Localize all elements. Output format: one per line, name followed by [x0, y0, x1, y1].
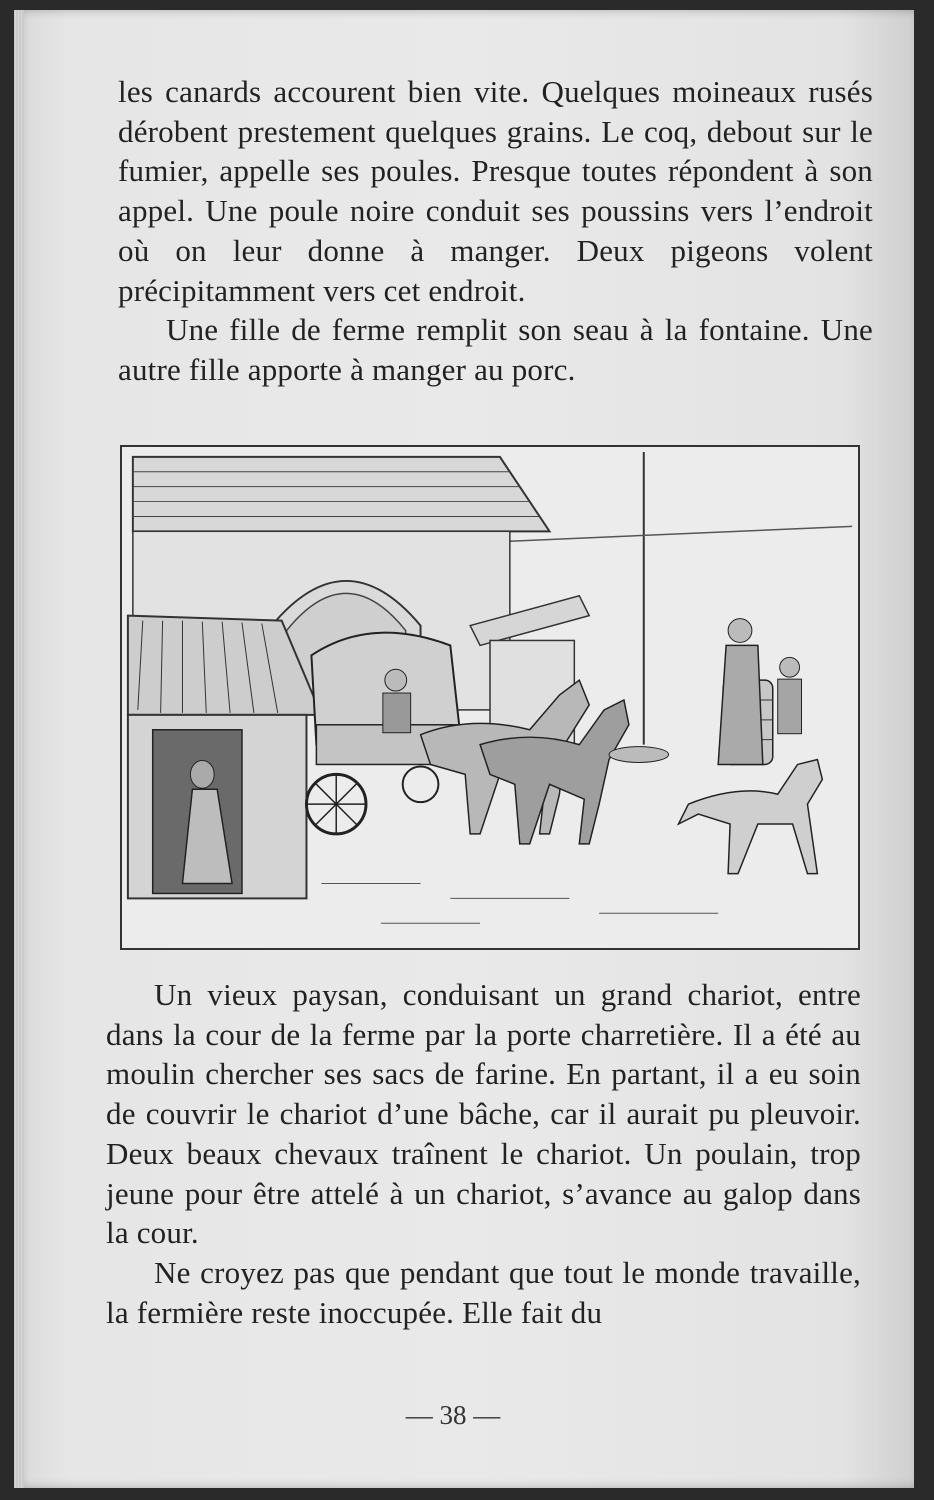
paragraph-1: les canards accourent bien vite. Quelques moineaux rusés dérobent prestement quelques grains. Le coq, debout sur le fumier, appelle ses poules. Presque toutes répondent à son appel. Une poule noire conduit ses poussins vers l’endroit où on leur donne à manger. Deux pigeons volent précipitamment vers cet endroit.: [118, 74, 873, 308]
text-block-top: [118, 72, 873, 390]
text-block-bottom: [106, 975, 861, 1332]
farmyard-engraving: [122, 447, 858, 948]
farmyard-illustration: [120, 445, 860, 950]
paragraph-3: Un vieux paysan, conduisant un grand chariot, entre dans la cour de la ferme par la porte charretière. Il a été au moulin chercher ses sacs de farine. En partant, il a eu soin de couvrir le chariot d’une bâche, car il aurait pu pleuvoir. Deux beaux chevaux traînent le chariot. Un poulain, trop jeune pour être attelé à un chariot, s’avance au galop dans la cour.: [106, 977, 861, 1251]
page-edge: [14, 10, 24, 1488]
paragraph-4: Ne croyez pas que pendant que tout le monde travaille, la fermière reste inoccupée. Elle fait du: [106, 1254, 861, 1330]
page-number: — 38 —: [405, 1400, 501, 1430]
paragraph-2: Une fille de ferme remplit son seau à la fontaine. Une autre fille apporte à manger au porc.: [118, 312, 873, 387]
